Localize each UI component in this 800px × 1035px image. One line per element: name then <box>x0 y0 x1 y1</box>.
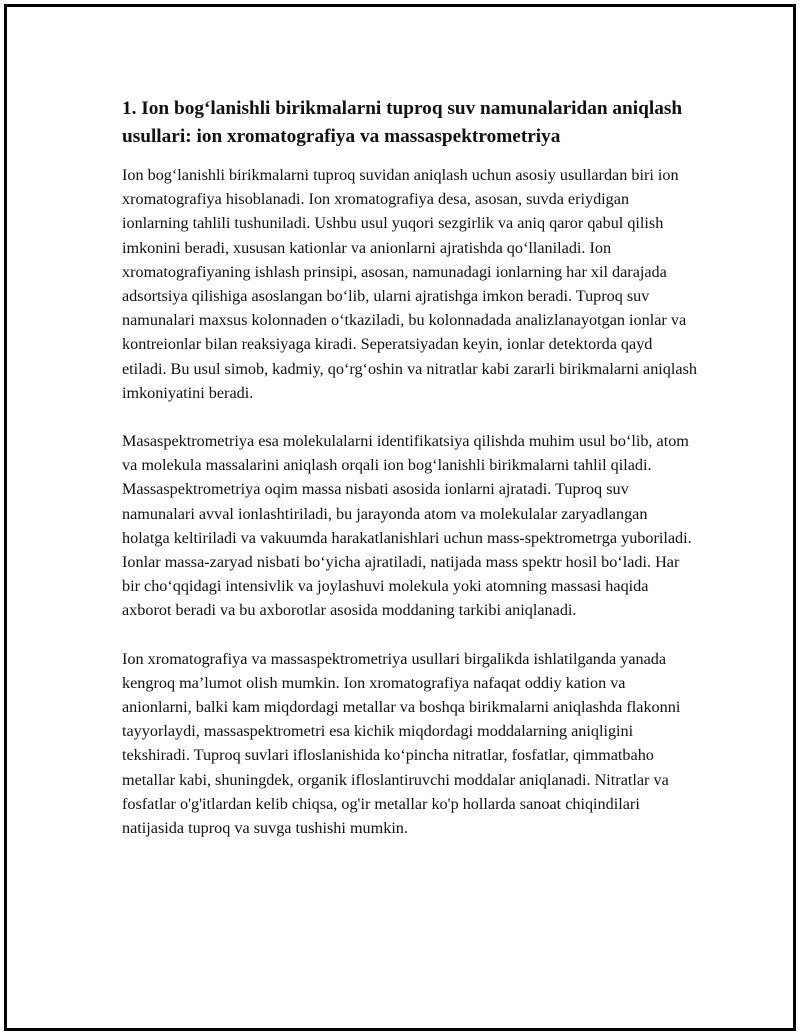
paragraph-ion-chromatography: Ion bog‘lanishli birikmalarni tuproq suvidan aniqlash uchun asosiy usullardan biri ion xromatografiya hisoblanadi. Ion xromatografiya desa, asosan, suvda eriydigan ionlarning tahlili tushuniladi. Ushbu usul yuqori sezgirlik va aniq qaror qabul qilish imkonini beradi, xususan kationlar va anionlarni ajratishda qo‘llaniladi. Ion xromatografiyaning ishlash prinsipi, asosan, namunadagi ionlarning har xil darajada adsortsiya qilishiga asoslangan bo‘lib, ularni ajratishga imkon beradi. Tuproq suv namunalari maxsus kolonnaden o‘tkaziladi, bu kolonnadada analizlanayotgan ionlar va kontreionlar bilan reaksiyaga kiradi. Seperatsiyadan keyin, ionlar detektorda qayd etiladi. Bu usul simob, kadmiy, qo‘rg‘oshin va nitratlar kabi zararli birikmalarni aniqlash imkoniyatini beradi. <box>122 166 697 402</box>
page-frame <box>4 4 796 1031</box>
paragraph-mass-spectrometry: Masaspektrometriya esa molekulalarni identifikatsiya qilishda muhim usul bo‘lib, atom va molekula massalarini aniqlash orqali ion bog‘lanishli birikmalarni tahlil qiladi. Massaspektrometriya oqim massa nisbati asosida ionlarni ajratadi. Tuproq suv namunalari avval ionlashtiriladi, bu jarayonda atom va molekulalar zaryadlangan holatga keltiriladi va vakuumda harakatlanishlari uchun mass-spektrometrga yuboriladi. Ionlar massa-zaryad nisbati bo‘yicha ajratiladi, natijada mass spektr hosil bo‘ladi. Har bir cho‘qqidagi intensivlik va joylashuvi molekula yoki atomning massasi haqida axborot beradi va bu axborotlar asosida moddaning tarkibi aniqlanadi. <box>122 432 692 620</box>
section-heading: 1. Ion bog‘lanishli birikmalarni tuproq suv namunalaridan aniqlash usullari: ion xromatografiya va massaspektrometriya <box>122 98 683 147</box>
paragraph-combined-methods: Ion xromatografiya va massaspektrometriya usullari birgalikda ishlatilganda yanada kengroq ma’lumot olish mumkin. Ion xromatografiya nafaqat oddiy kation va anionlarni, balki kam miqdordagi metallar va boshqa birikmalarni aniqlashda flakonni tayyorlaydi, massaspektrometri esa kichik miqdordagi moddalarning aniqligini tekshiradi. Tuproq suvlari ifloslanishida ko‘pincha nitratlar, fosfatlar, qimmatbaho metallar kabi, shuningdek, organik ifloslantiruvchi moddalar aniqlanadi. Nitratlar va fosfatlar o'g'itlardan kelib chiqsa, og'ir metallar ko'p hollarda sanoat chiqindilari natijasida tuproq va suvga tushishi mumkin. <box>122 649 681 838</box>
document-body <box>122 95 697 840</box>
